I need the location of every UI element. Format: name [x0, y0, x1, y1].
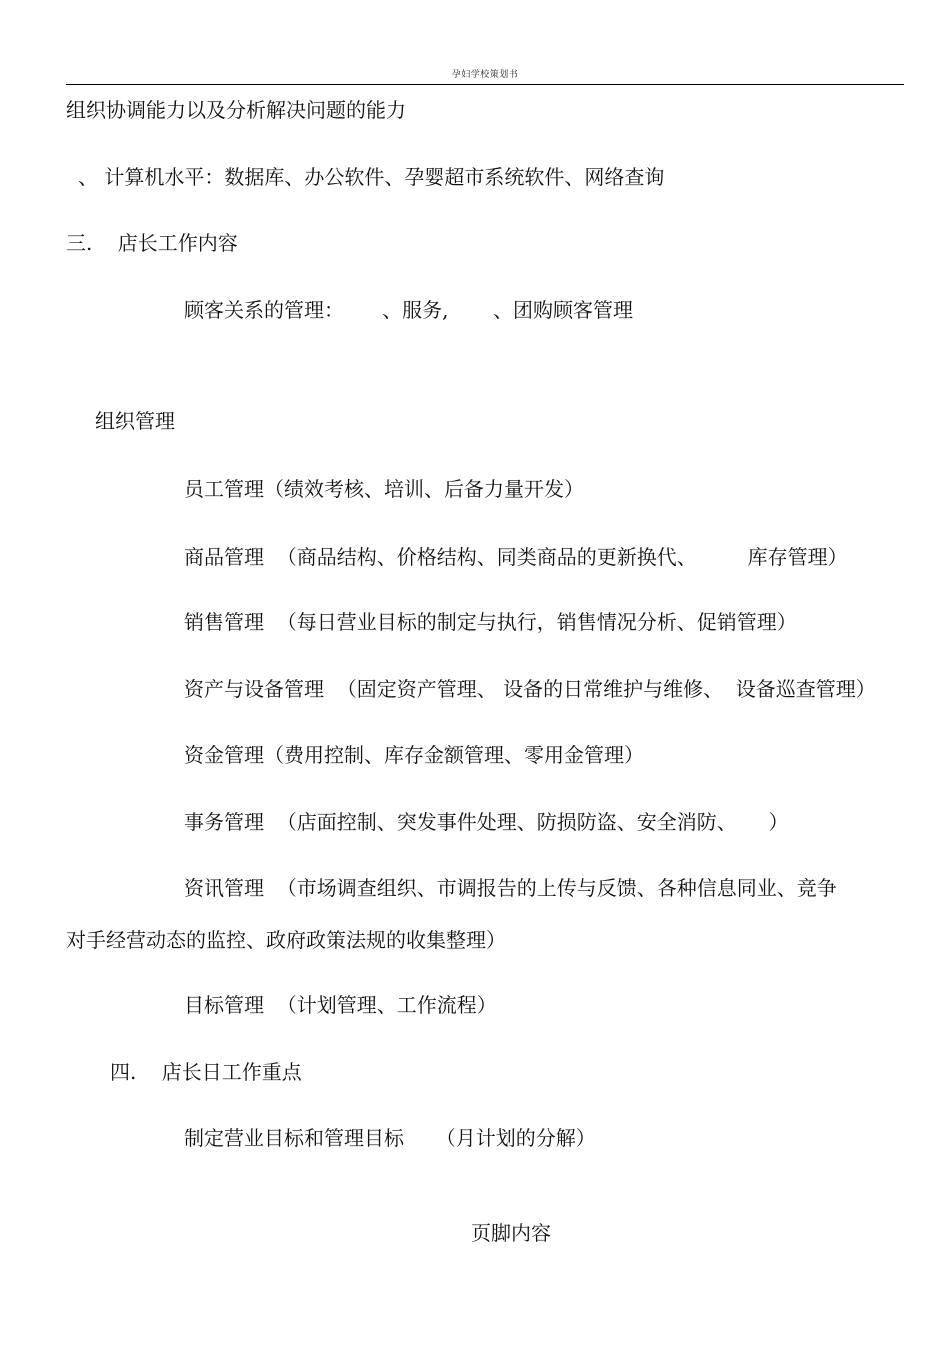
header-divider [66, 84, 904, 85]
text-line-sales-management: 销售管理 （每日营业目标的制定与执行，销售情况分析、促销管理） [184, 610, 797, 634]
text-line-target-management: 目标管理 （计划管理、工作流程） [184, 993, 497, 1017]
text-line-goods-management: 商品管理 （商品结构、价格结构、同类商品的更新换代、 库存管理） [184, 545, 848, 569]
text-line-business-goals: 制定营业目标和管理目标 （月计划的分解） [184, 1126, 596, 1150]
text-line-affairs-management: 事务管理 （店面控制、突发事件处理、防损防盗、安全消防、 ） [184, 810, 789, 834]
text-line-staff-management: 员工管理（绩效考核、培训、后备力量开发） [184, 477, 584, 501]
page-header-title: 孕妇学校策划书 [451, 70, 519, 80]
text-line-asset-management: 资产与设备管理 （固定资产管理、 设备的日常维护与维修、 设备巡查管理） [184, 677, 876, 701]
text-line-customer-relations: 顾客关系的管理： 、服务, 、团购顾客管理 [184, 298, 634, 322]
page-footer-text: 页脚内容 [471, 1221, 551, 1245]
text-line-org-management: 组织管理 [95, 409, 175, 433]
text-line-computer-skills: 、 计算机水平：数据库、办公软件、孕婴超市系统软件、网络查询 [78, 165, 665, 189]
text-line-fund-management: 资金管理（费用控制、库存金额管理、零用金管理） [184, 743, 644, 767]
text-line-coordination-ability: 组织协调能力以及分析解决问题的能力 [66, 98, 406, 122]
section-heading-4: 四. 店长日工作重点 [110, 1060, 302, 1084]
section-heading-3: 三. 店长工作内容 [66, 231, 238, 255]
text-line-info-management: 资讯管理 （市场调查组织、市调报告的上传与反馈、各种信息同业、竞争 [184, 876, 837, 900]
text-line-info-management-cont: 对手经营动态的监控、政府政策法规的收集整理） [66, 928, 506, 952]
